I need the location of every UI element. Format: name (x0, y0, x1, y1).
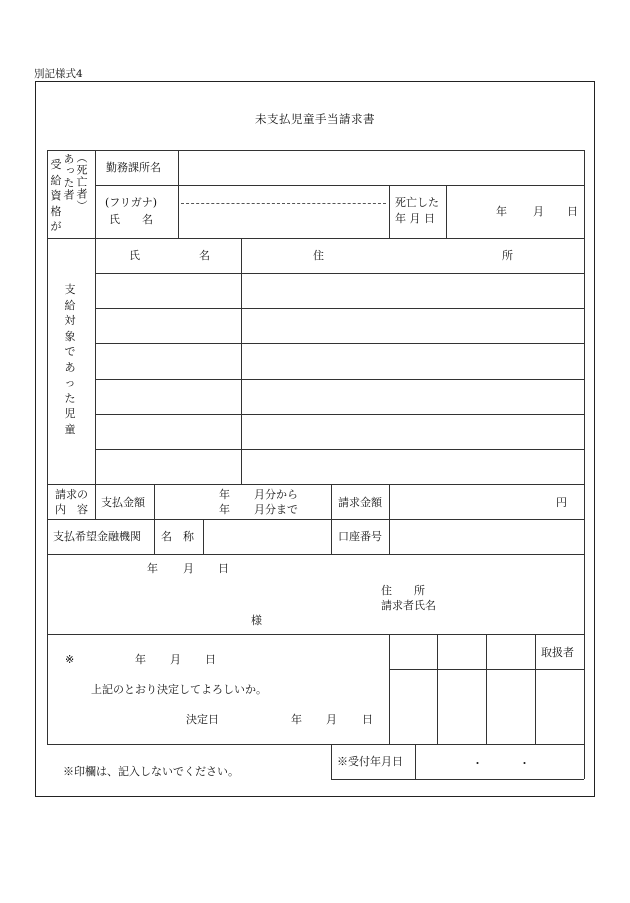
footer-note: ※印欄は、記入しないでください。 (63, 765, 239, 778)
receipt-date-label: ※受付年月日 (337, 755, 403, 768)
approval-statement: 上記のとおり決定してよろしいか。 (91, 683, 267, 696)
child-address-header-1: 住 (313, 249, 324, 262)
application-date-day: 日 (218, 562, 229, 575)
claim-label-1: 請求の (55, 488, 88, 501)
handler-stamp-box[interactable] (536, 670, 584, 744)
approval-mark: ※ (65, 653, 75, 666)
child-name-header-1: 氏 (129, 249, 140, 262)
period-to: 月分まで (254, 503, 298, 516)
period-year-1: 年 (219, 488, 230, 501)
application-date-month: 月 (183, 562, 194, 575)
decision-day: 日 (362, 713, 373, 726)
form-number-label: 別記様式4 (34, 68, 83, 80)
stamp-box[interactable] (487, 670, 535, 744)
deceased-side-label: 受 給 資 格 が (50, 158, 62, 233)
decision-date-label: 決定日 (186, 713, 219, 726)
stamp-box[interactable] (438, 670, 486, 744)
honorific: 様 (251, 614, 262, 627)
deceased-name-label: 氏 名 (109, 213, 153, 226)
period-from: 月分から (254, 488, 298, 501)
child-address-cell[interactable] (242, 274, 584, 308)
decision-year: 年 (291, 713, 302, 726)
furigana-divider (181, 203, 386, 204)
handler-label: 取扱者 (541, 646, 574, 659)
deceased-side-label-2: あった者 (62, 153, 75, 201)
office-label: 勤務課所名 (106, 161, 161, 174)
child-address-cell[interactable] (242, 309, 584, 343)
approval-day: 日 (205, 653, 216, 666)
approval-year: 年 (135, 653, 146, 666)
child-name-cell[interactable] (96, 344, 241, 379)
applicant-address-label: 住 所 (381, 584, 425, 597)
death-date-label-1: 死亡した (395, 196, 439, 209)
decision-month: 月 (326, 713, 337, 726)
child-address-cell[interactable] (242, 380, 584, 414)
children-side-label: 支 給 対 象 で あ っ た 児 童 (64, 283, 76, 436)
child-name-cell[interactable] (96, 274, 241, 308)
child-address-cell[interactable] (242, 415, 584, 449)
child-name-cell[interactable] (96, 380, 241, 414)
account-number-field[interactable] (390, 520, 584, 554)
child-name-cell[interactable] (96, 309, 241, 343)
receipt-date-dot-2: ・ (519, 757, 530, 770)
child-address-header-2: 所 (502, 249, 513, 262)
receipt-date-dot-1: ・ (472, 757, 483, 770)
child-address-cell[interactable] (242, 344, 584, 379)
payment-amount-label: 支払金額 (101, 496, 145, 509)
period-year-2: 年 (219, 503, 230, 516)
applicant-name-label: 請求者氏名 (381, 599, 436, 612)
request-amount-label: 請求金額 (338, 496, 382, 509)
child-address-cell[interactable] (242, 450, 584, 484)
death-date-month: 月 (533, 205, 544, 218)
application-date-year: 年 (147, 562, 158, 575)
bank-name-field[interactable] (204, 520, 331, 554)
claim-label-2: 内 容 (55, 503, 88, 516)
approval-month: 月 (170, 653, 181, 666)
death-date-day: 日 (567, 205, 578, 218)
furigana-label: (フリガナ) (105, 196, 158, 209)
account-number-label: 口座番号 (338, 530, 382, 543)
death-date-year: 年 (496, 205, 507, 218)
request-amount-field[interactable] (390, 485, 584, 519)
death-date-label-2: 年 月 日 (395, 212, 435, 225)
currency-label: 円 (556, 496, 567, 509)
form-title: 未支払児童手当請求書 (255, 112, 375, 126)
bank-label: 支払希望金融機関 (53, 530, 141, 543)
child-name-cell[interactable] (96, 450, 241, 484)
child-name-cell[interactable] (96, 415, 241, 449)
bank-name-label: 名 称 (161, 530, 194, 543)
deceased-side-label-3: （死亡者） (75, 152, 88, 212)
stamp-box[interactable] (390, 670, 437, 744)
child-name-header-2: 名 (199, 249, 210, 262)
